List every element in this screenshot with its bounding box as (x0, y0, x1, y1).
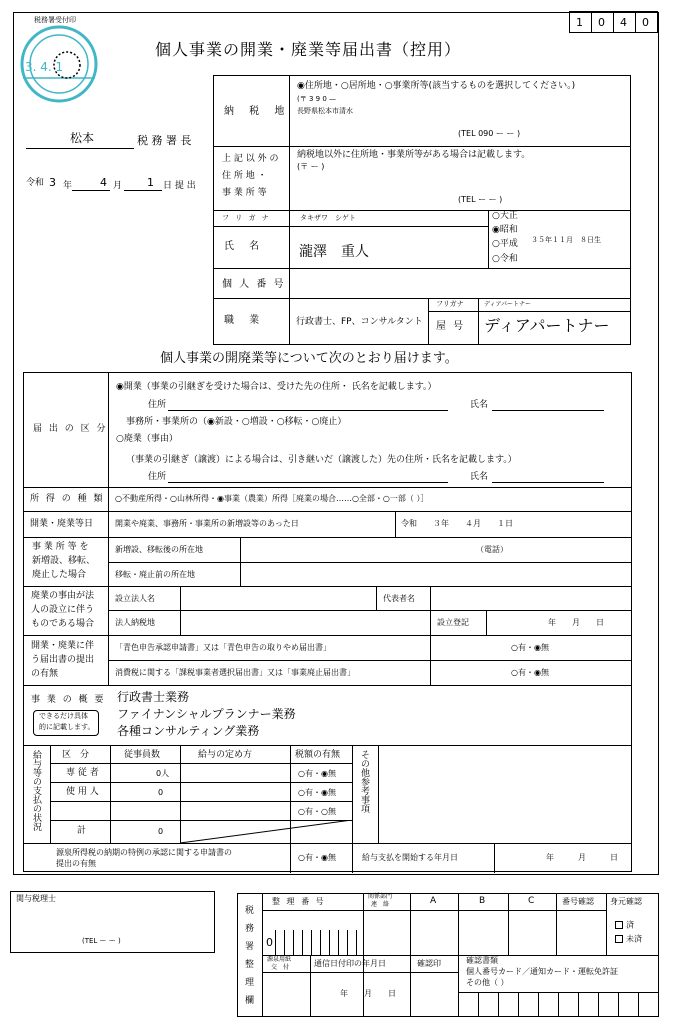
office-change-option[interactable]: 事務所・事業所の（◉新設・○増設・○移転・○廃止） (126, 417, 347, 427)
stamp-label: 税務署受付印 (34, 16, 76, 24)
doc-number-digit: 0 (598, 16, 605, 29)
wage-label: 給与等の支払の状況 (31, 750, 41, 831)
place-old-label: 移転・廃止前の所在地 (115, 570, 195, 579)
wage-row-count: 0 (158, 788, 164, 797)
wage-row-tax[interactable]: ○有・○無 (298, 807, 336, 816)
job-value: 行政書士、FP、コンサルタント (296, 317, 423, 327)
tax-place-label: 納 税 地 (224, 106, 291, 117)
birth-era-option[interactable]: ○令和 (492, 254, 518, 264)
shop-furigana-label: フリガナ (436, 300, 464, 308)
income-label: 所 得 の 種 類 (30, 494, 105, 504)
name-label: 氏 名 (224, 241, 266, 252)
my-number-label: 個 人 番 号 (222, 279, 286, 290)
doc-number-digit: 4 (620, 16, 627, 29)
place-new-label: 新増設、移転後の所在地 (115, 545, 203, 554)
close-option[interactable]: ○廃業（事由） (116, 434, 178, 444)
corp-name-label: 設立法人名 (115, 594, 155, 603)
docs-blue-return: 「青色申告承認申請書」又は「青色申告の取りやめ届出書」 (115, 643, 331, 652)
stamp-date: 3. 4. 1 (25, 60, 64, 74)
open-option[interactable]: ◉開業（事業の引継ぎを受けた場合は、受けた先の住所・ 氏名を記載します。） (116, 382, 437, 392)
date-desc: 開業や廃業、事務所・事業所の新増設等のあった日 (115, 519, 299, 528)
subtitle: 個人事業の開廃業等について次のとおり届けます。 (160, 351, 458, 366)
shop-label: 屋 号 (436, 321, 466, 332)
tax-place-zip: (〒 3 9 0 — (297, 95, 336, 103)
tax-place-choice: ◉住所地・○居所地・○事業所等(該当するものを選択してください。) (297, 81, 576, 91)
wage-row-kind: 使 用 人 (66, 787, 99, 797)
tax-place-tel: (TEL 090 ー ー ) (458, 129, 521, 138)
date-label: 開業・廃業等日 (30, 519, 94, 529)
other-notes-label: その他参考事項 (359, 750, 369, 813)
gensen-value[interactable]: ○有・◉無 (298, 853, 336, 862)
wage-row-tax[interactable]: ○有・◉無 (298, 788, 336, 797)
wage-total-label: 計 (77, 826, 87, 836)
wage-total-count: 0 (158, 827, 164, 836)
wage-row-count: 0人 (156, 769, 170, 778)
job-label: 職 業 (224, 315, 266, 326)
other-place-note: 納税地以外に住所地・事業所等がある場合は記載します。 (297, 150, 531, 160)
page-title: 個人事業の開業・廃業等届出書（控用） (155, 40, 462, 59)
agent-tel: (TEL ー ー ) (82, 937, 121, 945)
id-check-done[interactable]: 済 (615, 921, 634, 930)
birth-era-option[interactable]: ○大正 (492, 211, 518, 221)
shop-value: ディアパートナー (484, 316, 610, 335)
other-place-tel: (TEL ー ー ) (458, 195, 503, 204)
doc-number-digit: 0 (642, 16, 649, 29)
office-suffix: 税 務 署 長 (137, 134, 192, 147)
shop-furigana-value: ディアパートナー (484, 301, 532, 308)
date-era: 令和 (26, 178, 45, 188)
wage-start-label: 給与支払を開始する年月日 (362, 853, 458, 862)
date-year: 3 (49, 176, 56, 189)
other-place-zip: (〒 ー ) (297, 162, 325, 171)
wage-row-tax[interactable]: ○有・◉無 (298, 769, 336, 778)
tax-place-address: 長野県松本市清水 (297, 107, 353, 115)
docs-consumption-tax: 消費税に関する「課税事業者選択届出書」又は「事業廃止届出書」 (115, 668, 355, 677)
summary-label: 事 業 の 概 要 (31, 695, 106, 705)
birth-date: ３５年１１月 ８日生 (531, 236, 601, 244)
corp-rep-label: 代表者名 (383, 594, 415, 603)
name-value: 瀧澤 重人 (299, 244, 369, 260)
birth-era-option[interactable]: ◉昭和 (492, 225, 518, 235)
corp-reg-label: 設立登記 (437, 618, 469, 627)
docs-blue-return-value[interactable]: ○有・◉無 (511, 643, 549, 652)
wage-start-date: 年 月 日 (546, 853, 618, 862)
agent-label: 関与税理士 (16, 894, 56, 903)
place-tel: （電話） (476, 545, 508, 554)
kubun-label: 届 出 の 区 分 (33, 424, 108, 434)
id-check-notdone[interactable]: 未済 (615, 935, 642, 944)
docs-consumption-tax-value[interactable]: ○有・◉無 (511, 668, 549, 677)
date-day: 1 (147, 176, 154, 189)
date-month: 4 (100, 176, 107, 189)
office-use-side-label: 税務署整理欄 (243, 905, 253, 1013)
date-value: 令和 ３年 ４月 １日 (401, 519, 513, 528)
office-name: 松本 (70, 131, 95, 145)
wage-empty-slash (180, 820, 352, 843)
summary-line: 行政書士業務 (117, 690, 190, 704)
doc-number-digit: 1 (576, 16, 583, 29)
income-options[interactable]: ○不動産所得・○山林所得・◉事業（農業）所得［廃業の場合……○全部・○一部（ ）］ (115, 494, 429, 503)
birth-era-option[interactable]: ○平成 (492, 239, 518, 249)
furigana-label: フ リ ガ ナ (222, 214, 271, 222)
wage-row-kind: 専 従 者 (66, 768, 99, 778)
corp-tax-label: 法人納税地 (115, 618, 155, 627)
furigana-value: タキザワ シゲト (300, 214, 356, 222)
corp-reg-date: 年 月 日 (548, 618, 604, 627)
summary-line: 各種コンサルティング業務 (117, 724, 260, 738)
summary-line: ファイナンシャルプランナー業務 (117, 707, 296, 721)
